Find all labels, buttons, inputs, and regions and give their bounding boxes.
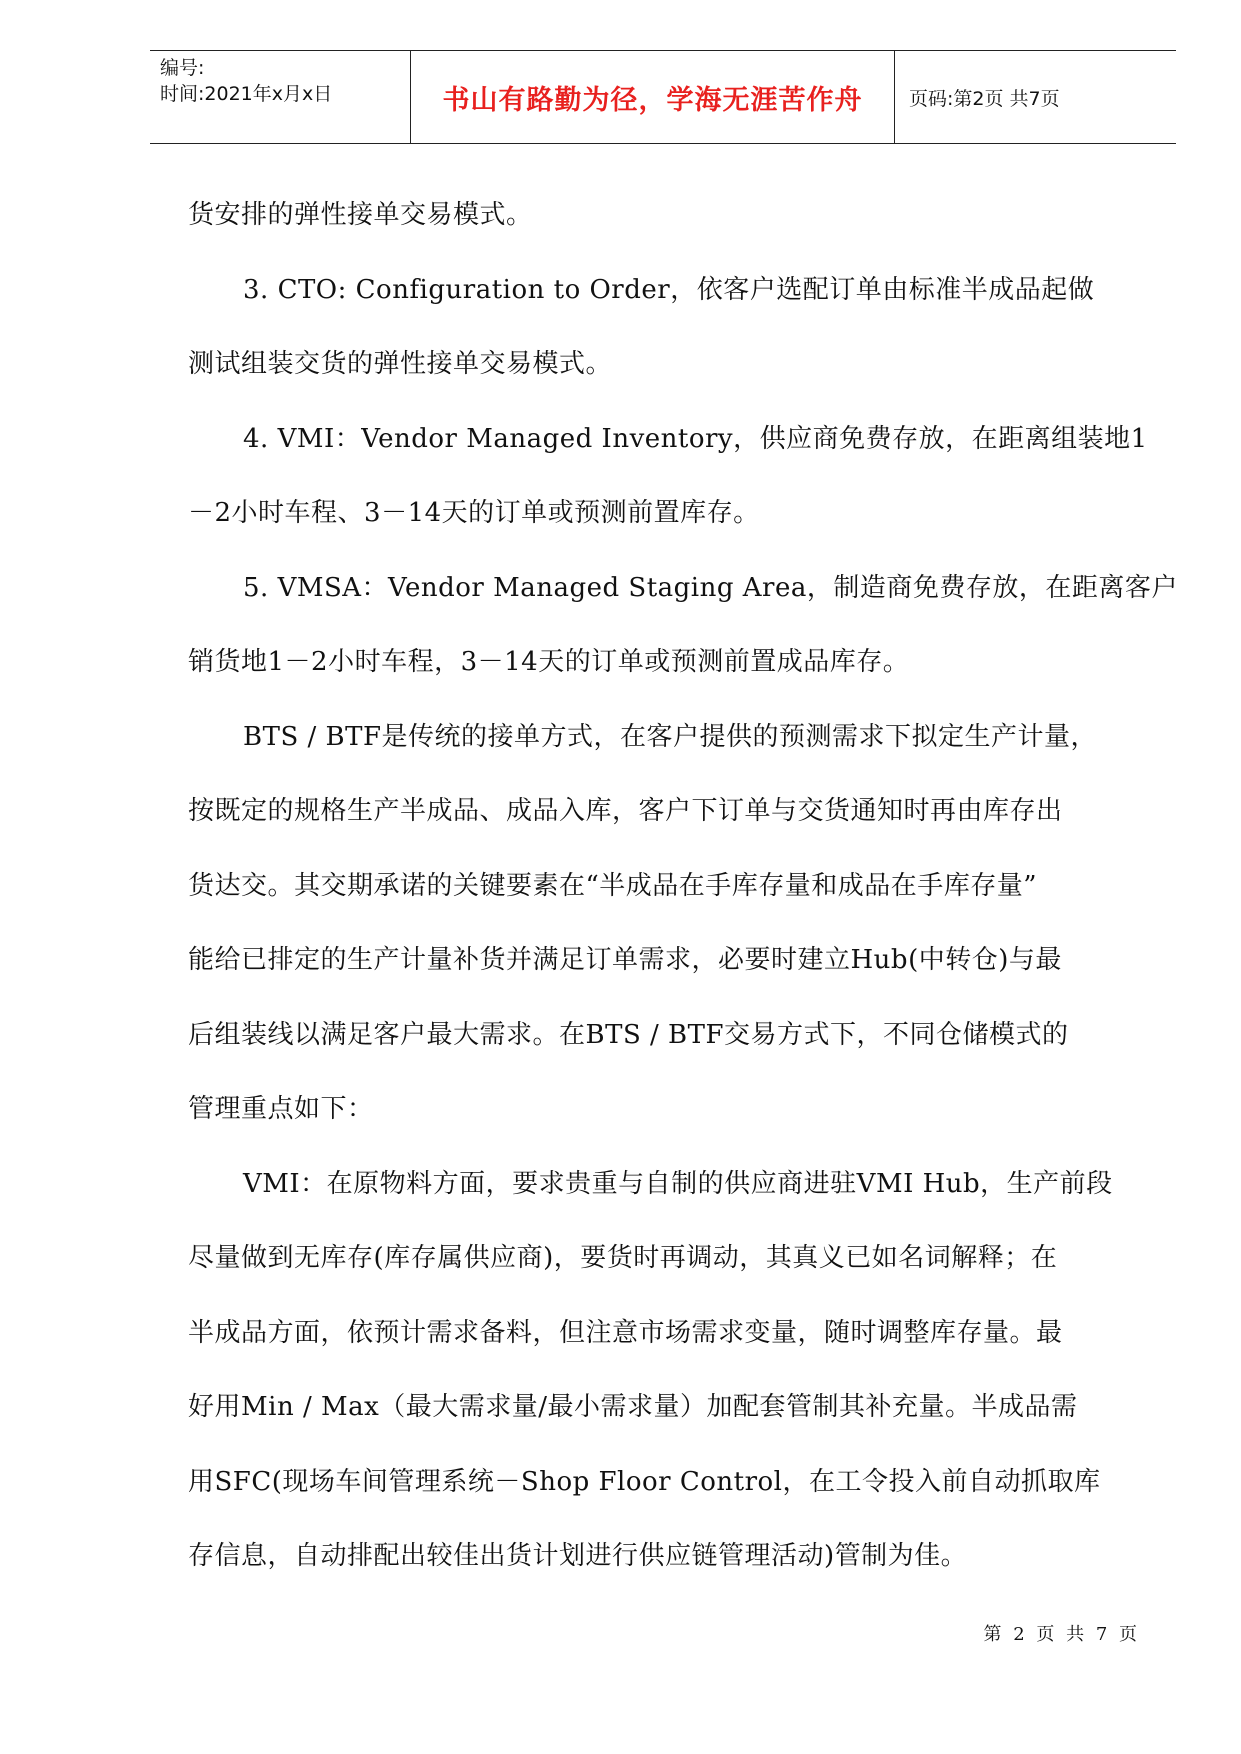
header-meta bbox=[150, 51, 410, 143]
body-line: 3. CTO: Configuration to Order，依客户选配订单由标准半成品起做 bbox=[243, 274, 1095, 305]
body-line: VMI：在原物料方面，要求贵重与自制的供应商进驻VMI Hub，生产前段 bbox=[243, 1168, 1113, 1199]
page-header bbox=[150, 50, 1176, 144]
page-code-text: 页码:第2页 共7页 bbox=[909, 87, 1060, 110]
body-line: 5. VMSA：Vendor Managed Staging Area，制造商免费存放，在距离客户 bbox=[243, 572, 1178, 603]
document-body bbox=[188, 178, 1178, 1594]
body-line: 存信息，自动排配出较佳出货计划进行供应链管理活动)管制为佳。 bbox=[188, 1541, 968, 1571]
body-line: －2小时车程、3－14天的订单或预测前置库存。 bbox=[188, 498, 760, 528]
body-line: 货安排的弹性接单交易模式。 bbox=[188, 200, 533, 230]
serial-label: 编号: bbox=[160, 57, 205, 79]
body-line: 半成品方面，依预计需求备料，但注意市场需求变量，随时调整库存量。最 bbox=[188, 1317, 1063, 1348]
page-footer bbox=[0, 1620, 1140, 1646]
body-line: 按既定的规格生产半成品、成品入库，客户下订单与交货通知时再由库存出 bbox=[188, 796, 1063, 826]
time-label: 时间:2021年x月x日 bbox=[160, 83, 333, 105]
body-line: 后组装线以满足客户最大需求。在BTS / BTF交易方式下，不同仓储模式的 bbox=[188, 1019, 1069, 1050]
motto-text: 书山有路勤为径，学海无涯苦作舟 bbox=[442, 84, 863, 116]
body-line: 销货地1－2小时车程，3－14天的订单或预测前置成品库存。 bbox=[188, 647, 910, 677]
body-line: 管理重点如下： bbox=[188, 1094, 374, 1124]
body-line: BTS / BTF是传统的接单方式，在客户提供的预测需求下拟定生产计量， bbox=[243, 721, 1098, 752]
footer-page-number: 第 2 页 共 7 页 bbox=[983, 1624, 1140, 1645]
body-line: 货达交。其交期承诺的关键要素在“半成品在手库存量和成品在手库存量” bbox=[188, 870, 1038, 901]
body-line: 好用Min / Max（最大需求量/最小需求量）加配套管制其补充量。半成品需 bbox=[188, 1392, 1078, 1422]
header-motto bbox=[410, 51, 895, 143]
body-line: 测试组装交货的弹性接单交易模式。 bbox=[188, 349, 613, 379]
body-line: 4. VMI：Vendor Managed Inventory，供应商免费存放，在距离组装地1 bbox=[243, 423, 1148, 454]
body-line: 能给已排定的生产计量补货并满足订单需求，必要时建立Hub(中转仓)与最 bbox=[188, 945, 1062, 975]
body-line: 用SFC(现场车间管理系统－Shop Floor Control，在工令投入前自动抓取库 bbox=[188, 1466, 1101, 1497]
header-page-code bbox=[895, 51, 1176, 143]
body-line: 尽量做到无库存(库存属供应商)，要货时再调动，其真义已如名词解释；在 bbox=[188, 1243, 1058, 1273]
